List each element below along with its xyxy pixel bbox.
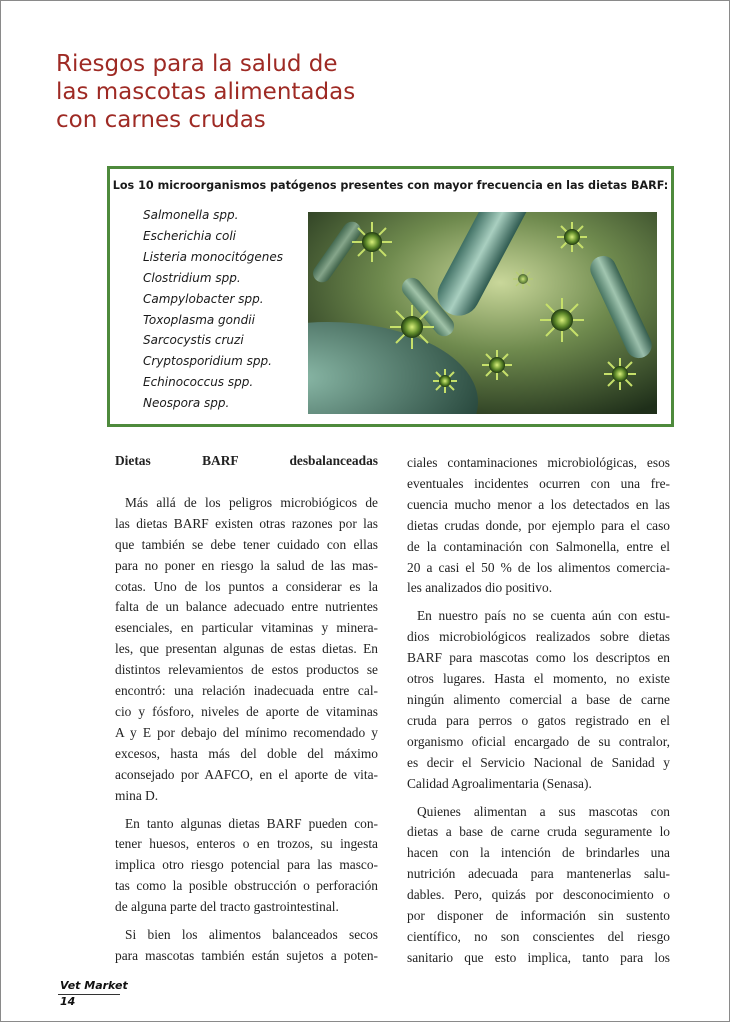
text-line: que también se debe tener cuidado con ellas [115,536,378,552]
text-line: Calidad Agroalimentaria (Senasa). [407,775,592,791]
text-line: A y E por debajo del mínimo recomendado y [115,724,378,740]
text-line: dietas a base de carne cruda seguramente lo [407,824,670,840]
text-line: 20 a casi el 50 % de los alimentos comercia- [407,559,670,575]
text-line: cruda para perros o gatos registrado en el [407,712,670,728]
right-column [407,453,670,969]
text-line: falta de un balance adecuado entre nutrientes [115,599,378,615]
paragraph [115,814,378,919]
article-title [56,50,476,134]
text-line: eventuales incidentes ocurren con una fre- [407,475,670,491]
title-line: las mascotas alimentadas [56,79,356,105]
organism-item: Campylobacter spp. [143,291,264,306]
pathogens-box [107,166,674,427]
organism-item: Neospora spp. [143,396,230,411]
title-line: Riesgos para la salud de [56,51,338,77]
microorganisms-illustration [308,212,657,414]
text-line: sanitario que esto implica, tanto para los [407,949,670,965]
text-line: ningún alimento comercial a base de carne [407,691,670,707]
virus-particle [482,350,512,380]
page-number: 14 [60,995,76,1008]
organism-item: Cryptosporidium spp. [143,354,272,369]
text-line: Si bien los alimentos balanceados secos [125,927,378,943]
text-line: excesos, hasta más del doble del máximo [115,745,378,761]
text-line: En nuestro país no se cuenta aún con estu- [417,608,670,624]
paragraph [115,925,378,967]
text-line: les, que presentan algunas de estas dietas. En [115,641,378,657]
text-line: cuencia mucho menor a los detectados en las [407,496,670,512]
text-line: esenciales, en particular vitaminas y minera- [115,620,378,636]
organism-item: Listeria monocitógenes [143,249,283,264]
text-line: para mascotas también están sujetos a poten- [115,947,378,963]
text-line: cio y fósforo, niveles de aporte de vitaminas [115,703,378,719]
text-line: ciales contaminaciones microbiológicas, esos [407,455,670,470]
box-heading: Los 10 microorganismos patógenos presentes con mayor frecuencia en las dietas BARF: [112,179,669,192]
organism-list [143,205,283,414]
section-subheading: Dietas BARF desbalanceadas [115,453,378,468]
text-line: las dietas BARF existen otras razones por las [115,515,378,531]
text-line: distintos relevamientos de estos productos se [115,662,378,678]
virus-particle [604,358,636,390]
organism-item: Escherichia coli [143,228,236,243]
title-line: con carnes crudas [56,107,266,133]
text-line: otros lugares. Hasta el momento, no existe [407,671,670,687]
paragraph [115,493,378,807]
virus-particle [352,222,392,262]
virus-particle [513,269,533,289]
text-line: tas como la posible obstrucción o perforación [115,878,378,894]
organism-item: Salmonella spp. [143,208,239,222]
text-line: de alguna parte del tracto gastrointestinal. [115,899,339,915]
text-line: tener huesos, enteros o en trozos, su ingesta [115,836,378,852]
organism-item: Sarcocystis cruzi [143,333,244,348]
text-line: para no poner en riesgo la salud de las mas- [115,557,378,573]
text-line: Quienes alimentan a sus mascotas con [417,803,670,819]
text-line: aconsejado por AAFCO, en el aporte de vita- [115,766,378,782]
text-line: dables. Pero, quizás por desconocimiento o [407,887,670,903]
text-line: por disponer de información sin sustento [407,908,670,924]
text-line: En tanto algunas dietas BARF pueden con- [125,815,378,831]
text-line: nutrición adecuada para mantenerlas salu- [407,866,670,882]
text-line: implica otro riesgo potencial para las masco- [115,857,378,873]
text-line: cotas. Uno de los puntos a considerar es la [115,578,378,594]
text-line: científico, no son conscientes del riesgo [407,928,670,944]
text-line: Más allá de los peligros microbiógicos de [125,494,378,510]
organism-item: Toxoplasma gondii [143,312,255,327]
text-line: dios microbiológicos realizados sobre dietas [407,629,670,645]
organism-item: Echinococcus spp. [143,375,254,390]
text-line: les analizados dio positivo. [407,580,553,596]
text-line: encontró: una relación inadecuada entre cal- [115,683,378,699]
organism-item: Clostridium spp. [143,270,241,285]
virus-particle [390,305,434,349]
text-line: organismo oficial encargado de su contralor, [407,733,670,749]
left-column [115,451,378,967]
paragraph [407,606,670,794]
text-line: dietas crudas donde, por ejemplo para el caso [407,517,670,533]
text-line: de la contaminación con Salmonella, entre el [407,538,670,554]
virus-particle [557,222,587,252]
text-line: es decir el Servicio Nacional de Sanidad y [407,754,670,770]
magazine-name: Vet Market [60,979,128,992]
paragraph [407,802,670,969]
virus-particle [433,369,457,393]
text-line: mina D. [115,787,159,803]
virus-particle [540,298,584,342]
text-line: hacen con la intención de brindarles una [407,845,670,861]
text-line: BARF para mascotas como los descriptos en [407,650,670,666]
paragraph [407,453,670,599]
